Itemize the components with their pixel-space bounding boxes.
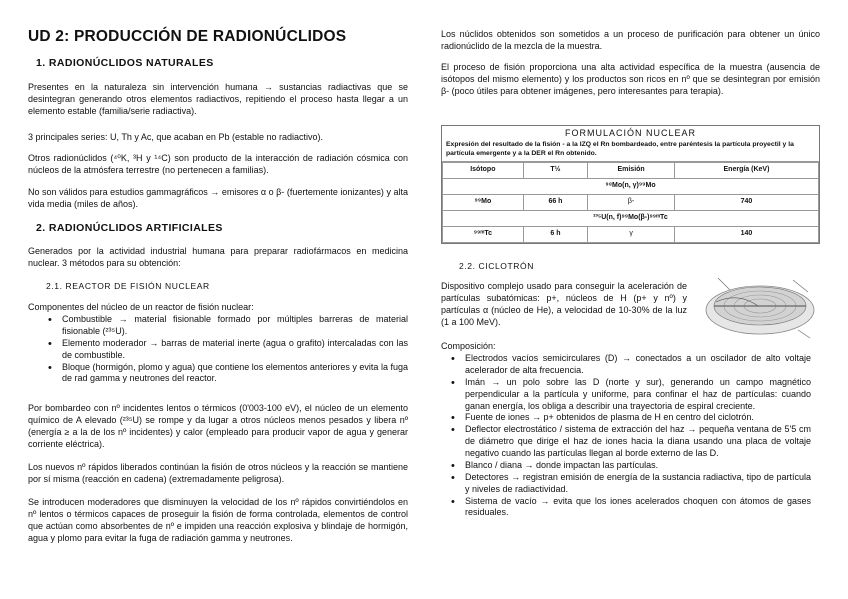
- table-header-row: [443, 162, 819, 178]
- paragraph: Los nuevos nº rápidos liberados continúan la fisión de otros núcleos y la reacción se mantiene por sí misma (reacción en cadena) (extremadamente peligrosa).: [28, 462, 408, 484]
- reaction-formula: ⁹⁸Mo(n, γ)⁹⁹Mo: [443, 178, 819, 194]
- paragraph: Generados por la actividad industrial humana para preparar radiofármacos en medicina nuclear. 3 métodos para su obtención:: [28, 246, 408, 268]
- list-item: • Bloque (hormigón, plomo y agua) que contiene los elementos anteriores y evita la fuga de rad gamma y neutrones del reactor.: [46, 362, 408, 386]
- reaction-formula: ²³⁵U(n, f)⁹⁹Mo(β-)⁹⁹ᵐTc: [443, 210, 819, 226]
- table-cell: ⁹⁹Mo: [443, 194, 524, 210]
- table-row: [443, 194, 819, 210]
- table-description: Expresión del resultado de la fisión - a la IZQ el Rn bombardeado, entre paréntesis la partícula proyectil y la partícula emergente y a la DER el Rn obtenido.: [442, 140, 819, 162]
- table-header: Emisión: [588, 162, 675, 178]
- cyclotron-illustration: [698, 272, 818, 342]
- table-row: [443, 178, 819, 194]
- component-list: [46, 314, 408, 385]
- table-row: [443, 226, 819, 242]
- list-item: • Fuente de iones → p+ obtenidos de plasma de H en centro del ciclotrón.: [449, 412, 811, 424]
- paragraph: No son válidos para estudios gammagráficos → emisores α o β- (fuertemente ionizantes) y alta vida media (miles de años).: [28, 187, 408, 209]
- list-item: • Blanco / diana → donde impactan las partículas.: [449, 460, 811, 472]
- table-header: Isótopo: [443, 162, 524, 178]
- list-item: • Deflector electrostático / sistema de extracción del haz → pequeña ventana de 5'5 cm de diámetro que dirige el haz de iones hacia la diana usando una placa de voltaje negativo cuando las partículas llegan al borde externo de las D.: [449, 424, 811, 460]
- list-item: • Electrodos vacíos semicirculares (D) → conectados a un oscilador de alto voltaje acelerador de alta frecuencia.: [449, 353, 811, 377]
- page-title: UD 2: PRODUCCIÓN DE RADIONÚCLIDOS: [28, 28, 347, 45]
- paragraph: Componentes del núcleo de un reactor de fisión nuclear:: [28, 302, 254, 312]
- paragraph: Los núclidos obtenidos son sometidos a un proceso de purificación para obtener un único radionúclido de la mezcla de la muestra.: [441, 29, 820, 51]
- list-item: • Combustible → material fisionable formado por múltiples barreras de material fisionable (²³⁵U).: [46, 314, 408, 338]
- table-row: [443, 210, 819, 226]
- paragraph: 3 principales series: U, Th y Ac, que acaban en Pb (estable no radiactivo).: [28, 132, 323, 142]
- paragraph: Se introducen moderadores que disminuyen la velocidad de los nº rápidos convirtiéndolos en nº lentos o térmicos capaces de proseguir la fisión de forma controlada, elementos de control que actúan como absorbentes de nº e impiden una reacción explosiva y blindaje de hormigón, agua y plomo para evitar la fuga de radiación gamma y neutrones.: [28, 497, 408, 543]
- paragraph: El proceso de fisión proporciona una alta actividad específica de la muestra (ausencia de isótopos del mismo elemento) y los productos son ricos en nº que se desintegran por emisión β- (poco útiles para obtener imágenes, pero interesantes para terapia).: [441, 62, 820, 96]
- table-cell: 140: [674, 226, 818, 242]
- paragraph: Por bombardeo con nº incidentes lentos o térmicos (0'003-100 eV), el núcleo de un elemento químico de A elevado (²³⁵U) se rompe y da lugar a otros núcleos menos pesados y libera nº (energía ≥ a la de los nº incidentes) y calor (empleado para producir vapor de agua y generar corriente eléctrica).: [28, 403, 408, 449]
- list-item: • Elemento moderador → barras de material inerte (agua o grafito) intercaladas con las de combustible.: [46, 338, 408, 362]
- section-heading-artificial: 2. RADIONÚCLIDOS ARTIFICIALES: [36, 222, 223, 234]
- list-item: • Imán → un polo sobre las D (norte y sur), generando un campo magnético perpendicular a la partícula y uniforme, para confinar el haz de partículas: cuando ganan energía, los obliga a describir una trayectoria de espiral creciente.: [449, 377, 811, 413]
- paragraph: Otros radionúclidos (⁴⁰K, ³H y ¹⁴C) son producto de la interacción de radiación cósmica con núcleos de la atmósfera terrestre (no pertenecen a familias).: [28, 153, 408, 175]
- paragraph: Composición:: [441, 341, 496, 351]
- section-heading-natural: 1. RADIONÚCLIDOS NATURALES: [36, 57, 214, 69]
- table-cell: 740: [674, 194, 818, 210]
- table-cell: β-: [588, 194, 675, 210]
- table-header: T½: [523, 162, 588, 178]
- paragraph: Dispositivo complejo usado para conseguir la aceleración de partículas subatómicas: p+, núcleos de H (p+ y nº) y partículas α (núcleo de He), a velocidad de 10-30% de la luz (1 a 100 MeV).: [441, 281, 687, 327]
- table-title: FORMULACIÓN NUCLEAR: [564, 128, 696, 138]
- table-cell: 6 h: [523, 226, 588, 242]
- list-item: • Sistema de vacío → evita que los iones acelerados choquen con átomos de gases residuales.: [449, 496, 811, 520]
- table-header: Energía (KeV): [674, 162, 818, 178]
- nuclear-formulation-table: [441, 125, 820, 244]
- subsection-heading-reactor: 2.1. REACTOR DE FISIÓN NUCLEAR: [46, 281, 210, 291]
- composition-list: [449, 353, 811, 519]
- table-cell: ⁹⁹ᵐTc: [443, 226, 524, 242]
- table-cell: γ: [588, 226, 675, 242]
- list-item: • Detectores → registran emisión de energía de la sustancia radiactiva, tipo de partícula y niveles de radiactividad.: [449, 472, 811, 496]
- subsection-heading-cyclotron: 2.2. CICLOTRÓN: [459, 261, 534, 271]
- paragraph: Presentes en la naturaleza sin intervención humana → sustancias radiactivas que se desintegran generando otros elementos radiactivos, repitiendo el proceso hasta llegar a un elemento estable (familia/serie radiactiva).: [28, 82, 408, 116]
- table-cell: 66 h: [523, 194, 588, 210]
